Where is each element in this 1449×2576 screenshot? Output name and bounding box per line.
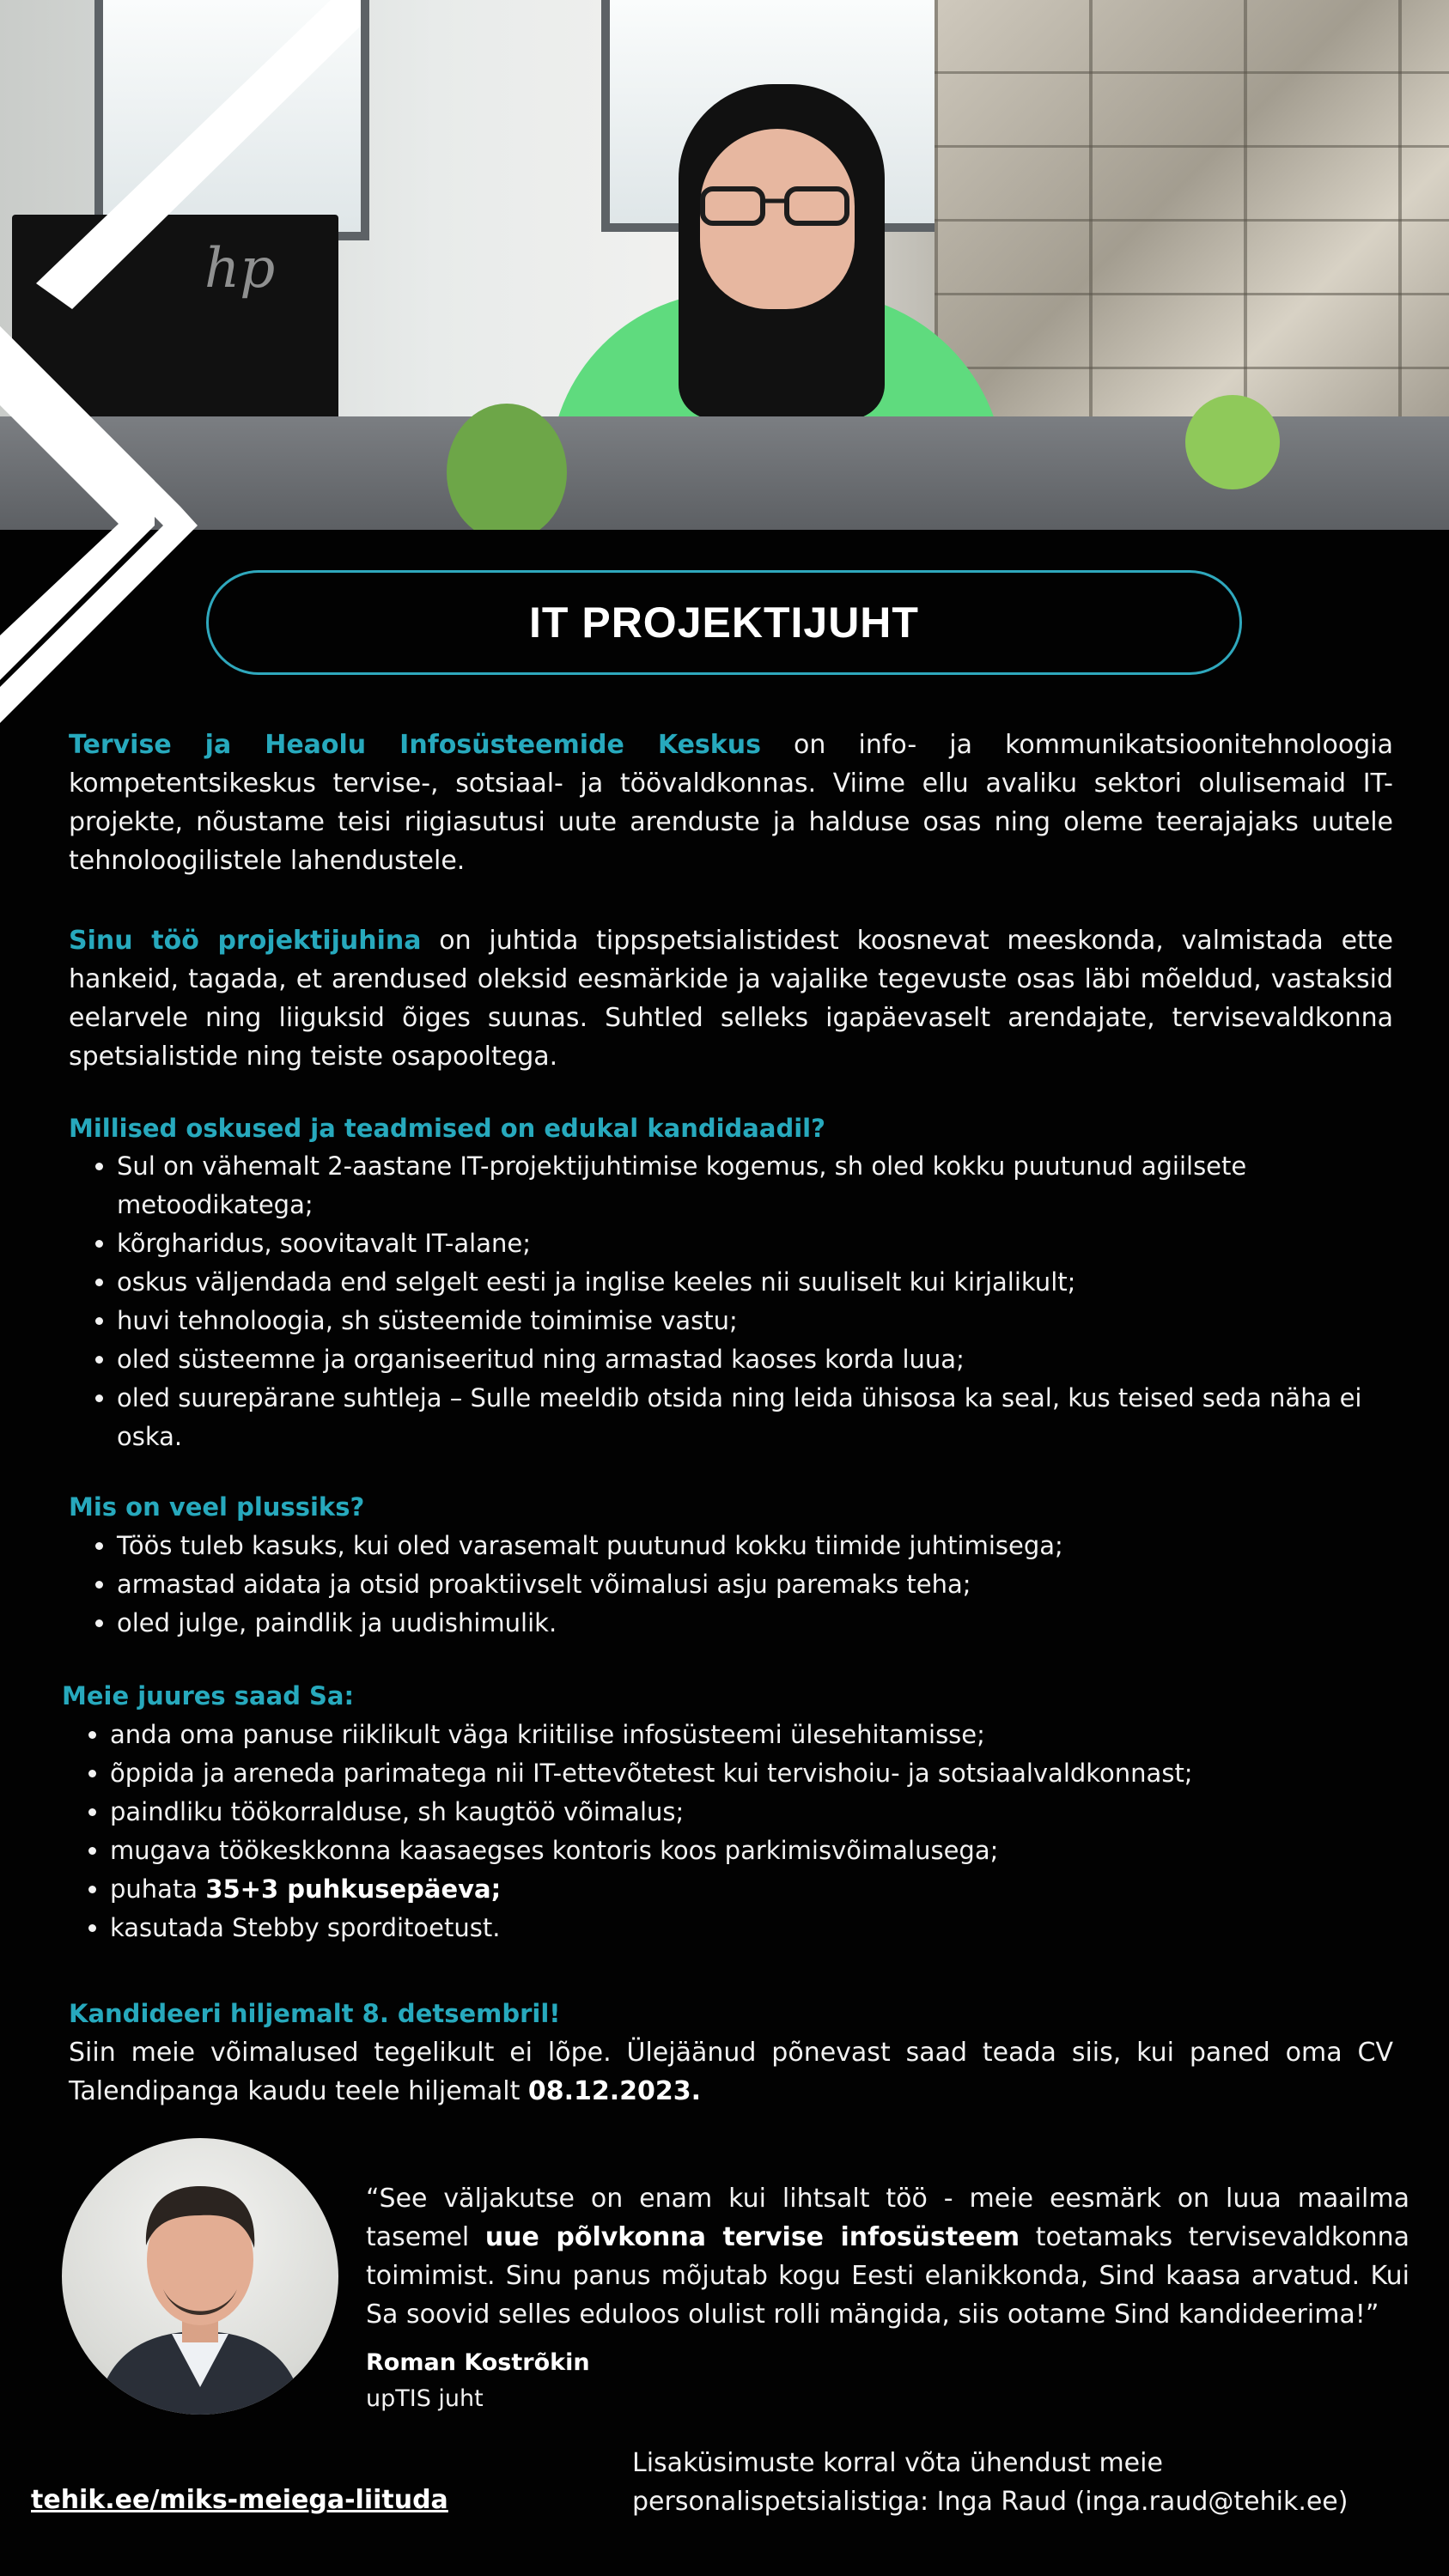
apply-text: Siin meie võimalused tegelikult ei lõpe. Ülejäänud põnevast saad teada siis, kui paned oma CV Talendipanga kaudu teele hiljemalt: [69, 2038, 1393, 2106]
intro-text: on info- ja kommunikatsioonitehnoloogia kompetentsikeskus tervise-, sotsiaal- ja töövaldkonnas. Viime ellu avaliku sektori olulisemaid IT-projekte, nõustame teisi riigiasutusi uute arenduste ja halduse osas ning oleme teerajajaks uutele tehnoloogilistele lahendustele.: [69, 730, 1393, 876]
list-item: • oled süsteemne ja organiseeritud ning armastad kaoses korda luua;: [117, 1340, 1397, 1379]
quote-text-2: toetamaks tervisevaldkonna toimimist. Sinu panus mõjutab kogu Eesti elanikkonda, Sind kaasa arvatud. Kui Sa soovid selles eduloos olulist rolli mängida, siis ootame Sind kandideerima!”: [366, 2222, 1409, 2330]
list-item: • õppida ja areneda parimatega nii IT-ettevõtetest kui tervishoiu- ja sotsiaalvaldkonnast;: [110, 1754, 1398, 1793]
title-banner: [206, 570, 1242, 675]
offer-list: [62, 1716, 1398, 1947]
list-item: • oled julge, paindlik ja uudishimulik.: [117, 1604, 1397, 1643]
list-item: • huvi tehnoloogia, sh süsteemide toimimise vastu;: [117, 1302, 1397, 1340]
intro-paragraph: [69, 726, 1393, 880]
list-item: • kõrgharidus, soovitavalt IT-alane;: [117, 1224, 1397, 1263]
apply-paragraph: [69, 2033, 1393, 2111]
plus-heading: Mis on veel plussiks?: [69, 1492, 365, 1522]
offer-heading: Meie juures saad Sa:: [62, 1681, 355, 1710]
glasses-icon: [697, 185, 852, 228]
person-portrait-icon: [62, 2138, 338, 2415]
hp-logo: hp: [204, 237, 276, 301]
list-item: • armastad aidata ja otsid proaktiivselt võimalusi asju paremaks teha;: [117, 1565, 1397, 1604]
careers-link[interactable]: tehik.ee/miks-meiega-liituda: [31, 2485, 448, 2515]
vacation-prefix: puhata: [110, 1874, 206, 1904]
apply-heading: Kandideeri hiljemalt 8. detsembril!: [69, 1999, 561, 2028]
role-paragraph: [69, 921, 1393, 1076]
skills-list: [69, 1147, 1397, 1456]
page-title: IT PROJEKTIJUHT: [529, 598, 919, 647]
role-lead: Sinu töö projektijuhina: [69, 926, 422, 956]
plant-leaf: [1185, 395, 1280, 489]
list-item: • mugava töökeskkonna kaasaegses kontoris koos parkimisvõimalusega;: [110, 1832, 1398, 1870]
list-item: • paindliku töökorralduse, sh kaugtöö võimalus;: [110, 1793, 1398, 1832]
skills-heading: Millised oskused ja teadmised on edukal kandidaadil?: [69, 1114, 825, 1143]
vacation-days: 35+3 puhkusepäeva;: [205, 1874, 502, 1904]
avatar: [62, 2138, 338, 2415]
contact-info: Lisaküsimuste korral võta ühendust meie personalispetsialistiga: Inga Raud (inga.raud@tehik.ee): [632, 2448, 1349, 2517]
quote-text-1: “See väljakutse on enam kui lihtsalt töö - meie eesmärk on luua maailma tasemel: [366, 2184, 1409, 2252]
role-text: on juhtida tippspetsialistidest koosnevat meeskonda, valmistada ette hankeid, tagada, et arendused oleksid eesmärkide ja vajalike tegevuste osas läbi mõeldud, vastaksid eelarvele ning liiguksid õiges suunas. Suhtled selleks igapäevaselt arendajate, tervisevaldkonna spetsialistide ning teiste osapooltega.: [69, 926, 1394, 1072]
apply-date: 08.12.2023.: [527, 2076, 702, 2106]
list-item: • anda oma panuse riiklikult väga kriitilise infosüsteemi ülesehitamisse;: [110, 1716, 1398, 1754]
quote-author-role: upTIS juht: [366, 2385, 484, 2412]
list-item: • kasutada Stebby sporditoetust.: [110, 1909, 1398, 1947]
stone-wall: [935, 0, 1449, 447]
plant-leaf: [447, 404, 567, 530]
testimonial-quote: [366, 2179, 1409, 2334]
quote-bold: uue põlvkonna tervise infosüsteem: [484, 2222, 1020, 2252]
org-name: Tervise ja Heaolu Infosüsteemide Keskus: [69, 730, 761, 760]
list-item: • oled suurepärane suhtleja – Sulle meeldib otsida ning leida ühisosa ka seal, kus teised seda näha ei oska.: [117, 1379, 1397, 1456]
list-item: • Sul on vähemalt 2-aastane IT-projektijuhtimise kogemus, sh oled kokku puutunud agiilsete metoodikatega;: [117, 1147, 1397, 1224]
plus-list: [69, 1527, 1397, 1643]
list-item: • Töös tuleb kasuks, kui oled varasemalt puutunud kokku tiimide juhtimisega;: [117, 1527, 1397, 1565]
list-item: [110, 1870, 1398, 1909]
quote-author-name: Roman Kostrõkin: [366, 2349, 590, 2376]
list-item: • oskus väljendada end selgelt eesti ja inglise keeles nii suuliselt kui kirjalikult;: [117, 1263, 1397, 1302]
